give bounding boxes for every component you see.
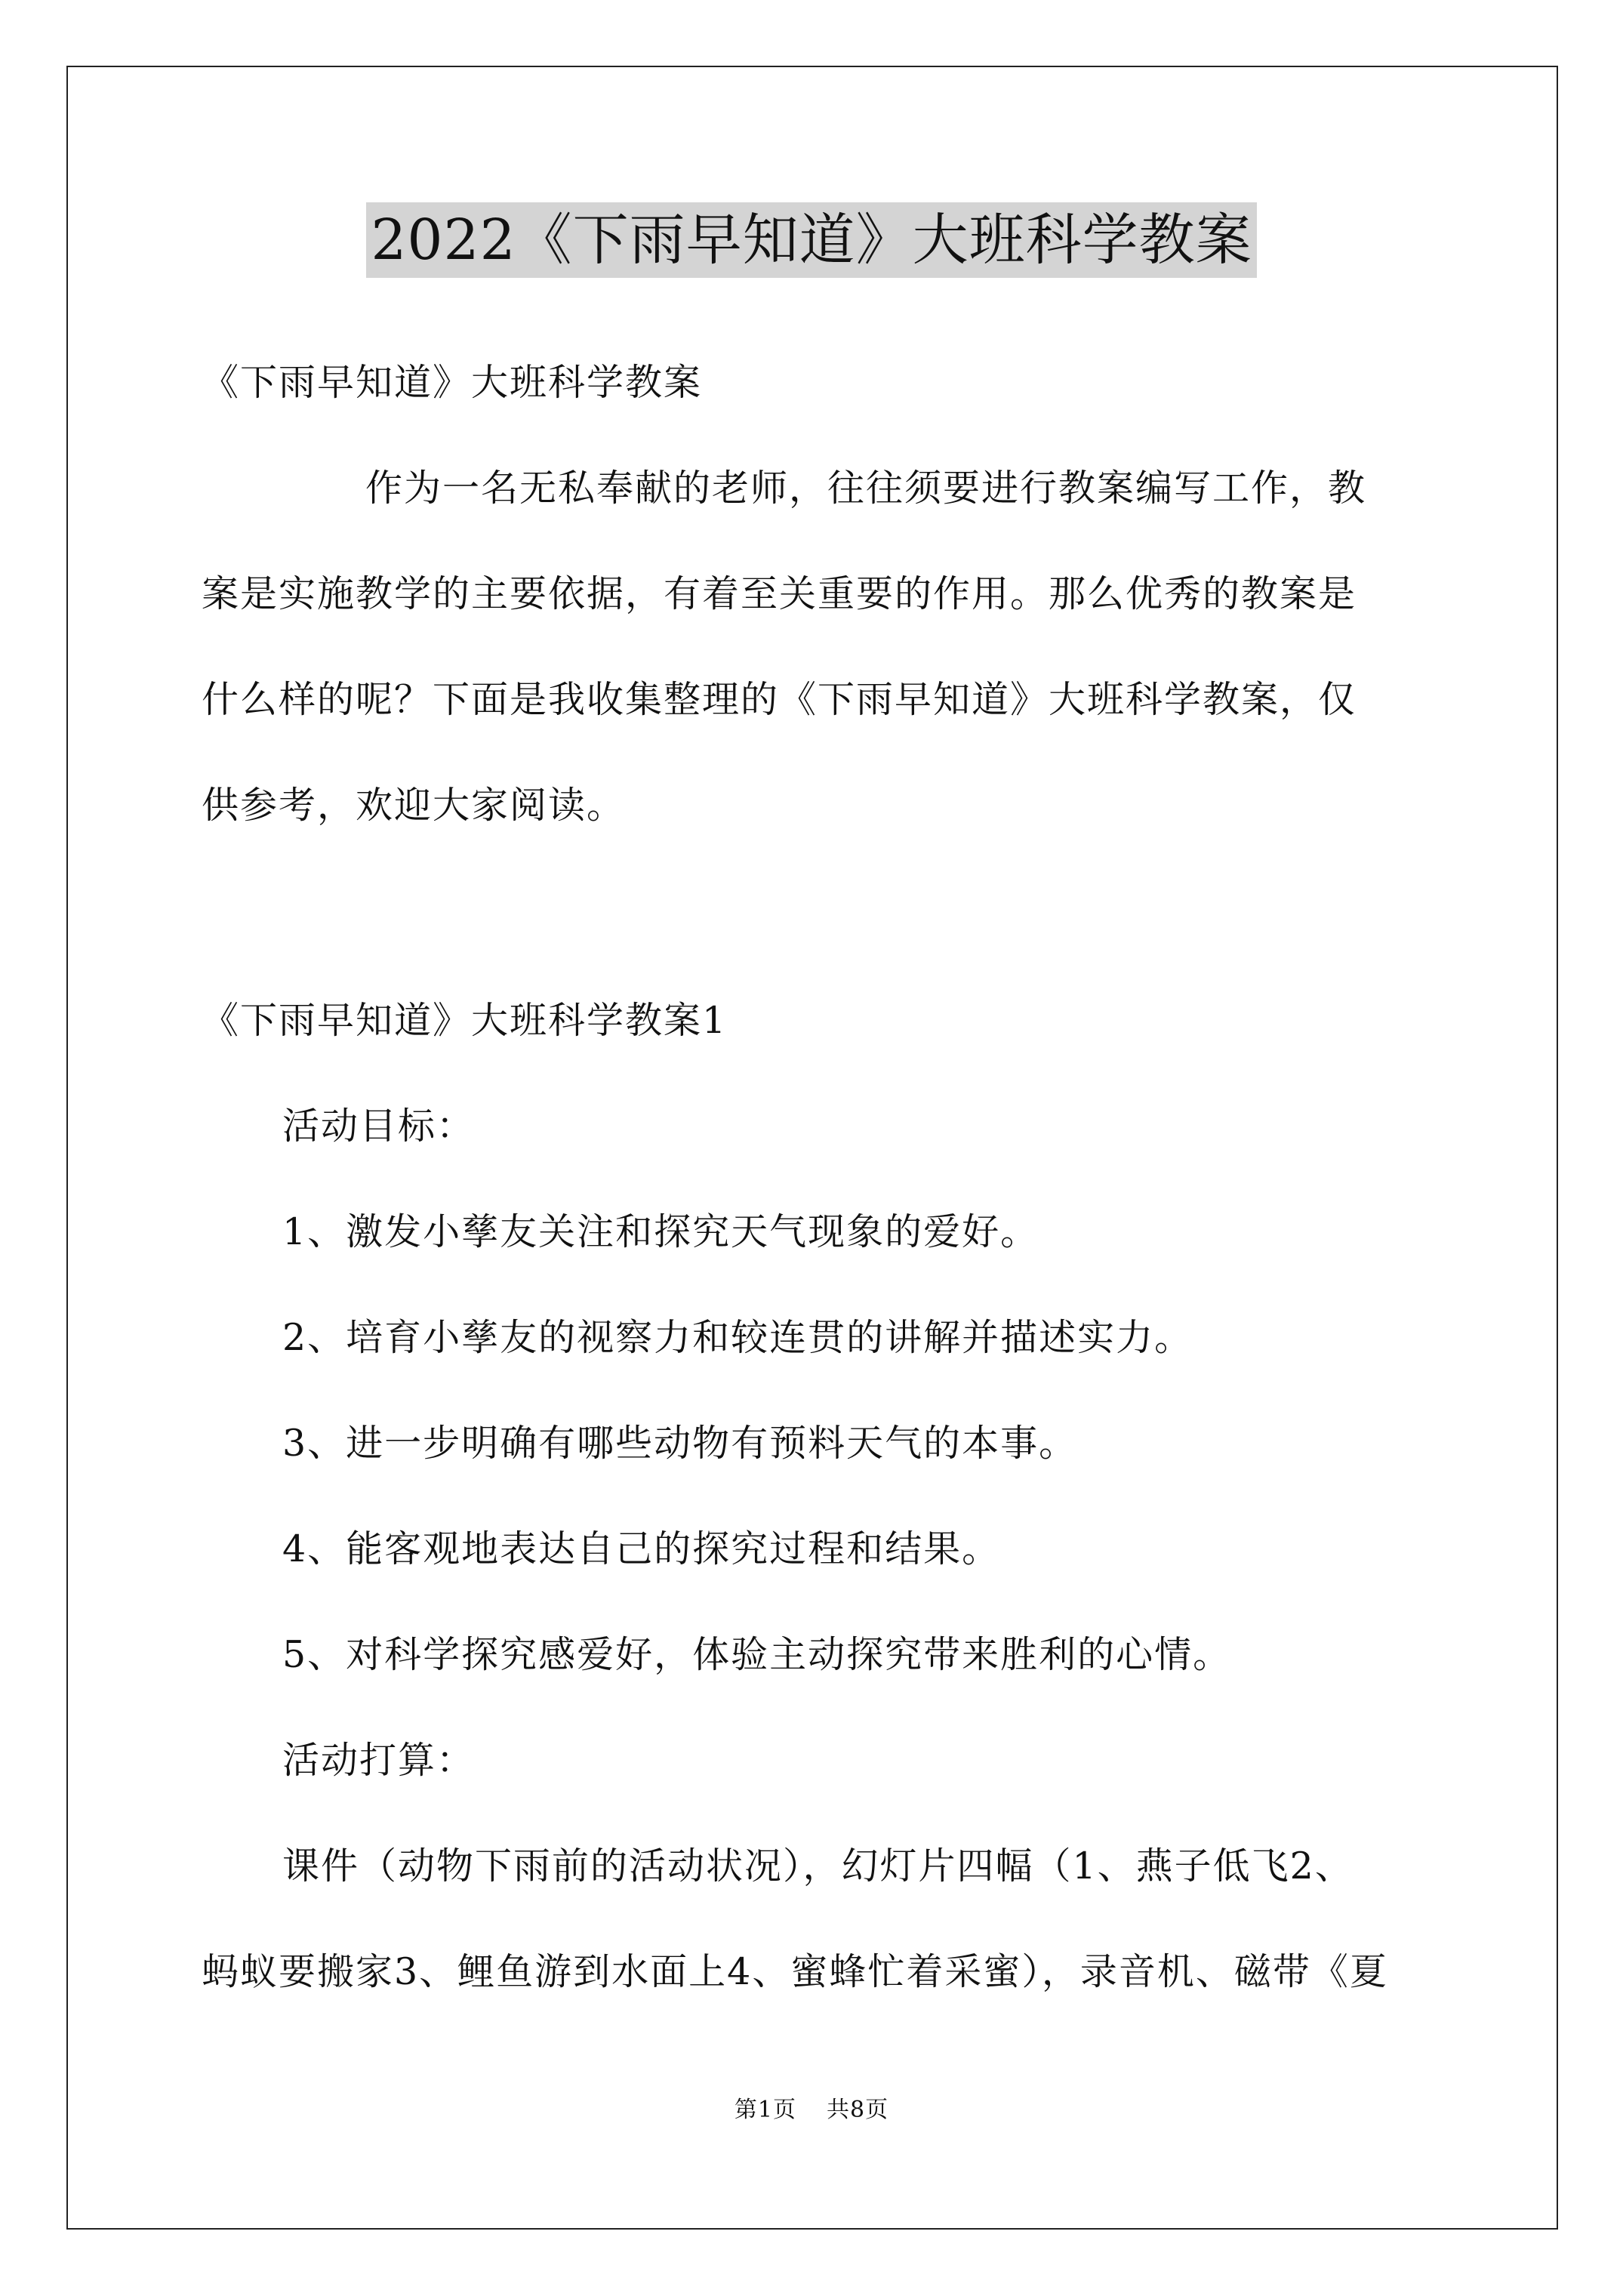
intro-line-2: 案是实施教学的主要依据，有着至关重要的作用。那么优秀的教案是: [202, 572, 1357, 615]
goal-item-2: 2、培育小孳友的视察力和较连贯的讲解并描述实力。: [282, 1316, 1193, 1359]
intro-line-4: 供参考，欢迎大家阅读。: [202, 784, 626, 827]
document-title: 2022《下雨早知道》大班科学教案: [366, 202, 1256, 278]
intro-line-1: 作为一名无私奉献的老师，往往须要进行教案编写工作，教: [365, 467, 1367, 510]
prep-heading: 活动打算：: [282, 1739, 476, 1782]
document-subtitle: 《下雨早知道》大班科学教案: [202, 361, 703, 404]
page-total: 共8页: [827, 2097, 889, 2123]
intro-line-3: 什么样的呢？下面是我收集整理的《下雨早知道》大班科学教案，仅: [202, 678, 1357, 721]
goal-item-4: 4、能客观地表达自己的探究过程和结果。: [282, 1527, 1001, 1570]
page-number: 第1页: [734, 2097, 796, 2123]
section-heading: 《下雨早知道》大班科学教案1: [202, 999, 728, 1042]
goal-item-3: 3、进一步明确有哪些动物有预料天气的本事。: [282, 1422, 1078, 1465]
title-container: [0, 202, 1623, 278]
goal-item-5: 5、对科学探究感爱好，体验主动探究带来胜利的心情。: [282, 1633, 1232, 1676]
goals-heading: 活动目标：: [282, 1105, 476, 1148]
goal-item-1: 1、激发小孳友关注和探究天气现象的爱好。: [282, 1210, 1039, 1253]
page-footer: [0, 2095, 1623, 2125]
prep-line-2: 蚂蚁要搬家3、鲤鱼游到水面上4、蜜蜂忙着采蜜），录音机、磁带《夏: [202, 1950, 1388, 1993]
prep-line-1: 课件（动物下雨前的活动状况），幻灯片四幅（1、燕子低飞2、: [282, 1845, 1354, 1888]
